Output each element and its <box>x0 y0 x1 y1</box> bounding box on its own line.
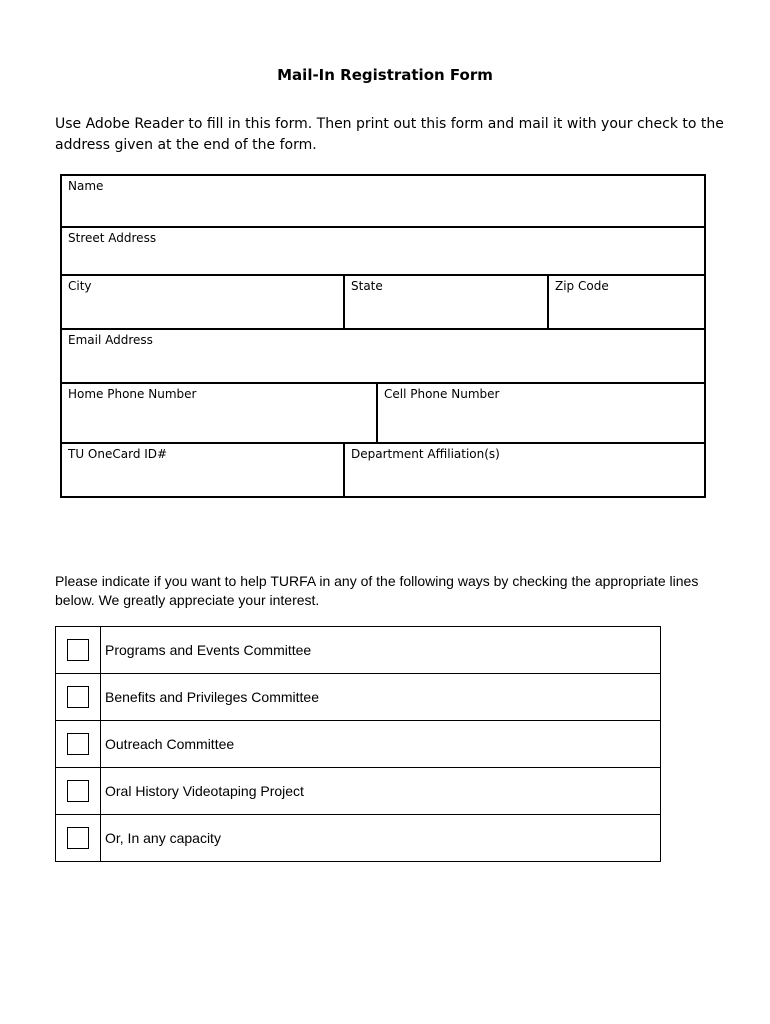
outreach-checkbox[interactable] <box>67 733 89 755</box>
state-label: State <box>351 279 383 293</box>
volunteer-option-row <box>56 627 661 674</box>
benefits-privileges-checkbox[interactable] <box>67 686 89 708</box>
volunteer-option-row <box>56 674 661 721</box>
form-title: Mail-In Registration Form <box>277 66 493 84</box>
zip-code-label: Zip Code <box>555 279 609 293</box>
onecard-id-label: TU OneCard ID# <box>68 447 168 461</box>
volunteer-option-label: Benefits and Privileges Committee <box>101 674 661 721</box>
programs-events-checkbox[interactable] <box>67 639 89 661</box>
email-address-label: Email Address <box>68 333 153 347</box>
form-instructions: Use Adobe Reader to fill in this form. Then print out this form and mail it with your check to the address given at the end of the form. <box>55 116 724 153</box>
volunteer-option-label: Or, In any capacity <box>101 815 661 862</box>
department-field[interactable] <box>344 443 705 497</box>
any-capacity-checkbox[interactable] <box>67 827 89 849</box>
volunteer-option-row <box>56 721 661 768</box>
home-phone-label: Home Phone Number <box>68 387 197 401</box>
name-field[interactable] <box>61 175 705 227</box>
state-field[interactable] <box>344 275 548 329</box>
onecard-id-field[interactable] <box>61 443 344 497</box>
volunteer-option-row <box>56 768 661 815</box>
volunteer-option-label: Programs and Events Committee <box>101 627 661 674</box>
city-label: City <box>68 279 92 293</box>
home-phone-field[interactable] <box>61 383 377 443</box>
street-address-label: Street Address <box>68 231 157 245</box>
department-label: Department Affiliation(s) <box>351 447 500 461</box>
volunteer-option-label: Oral History Videotaping Project <box>101 768 661 815</box>
registration-fields-table <box>60 174 706 498</box>
email-address-field[interactable] <box>61 329 705 383</box>
volunteer-option-label: Outreach Committee <box>101 721 661 768</box>
city-field[interactable] <box>61 275 344 329</box>
zip-code-field[interactable] <box>548 275 705 329</box>
name-label: Name <box>68 179 104 193</box>
cell-phone-label: Cell Phone Number <box>384 387 500 401</box>
volunteer-options-table <box>55 626 661 862</box>
volunteer-option-row <box>56 815 661 862</box>
oral-history-checkbox[interactable] <box>67 780 89 802</box>
volunteer-instructions: Please indicate if you want to help TURFA in any of the following ways by checking the appropriate lines below. We greatly appreciate your interest. <box>55 573 699 608</box>
street-address-field[interactable] <box>61 227 705 275</box>
cell-phone-field[interactable] <box>377 383 705 443</box>
